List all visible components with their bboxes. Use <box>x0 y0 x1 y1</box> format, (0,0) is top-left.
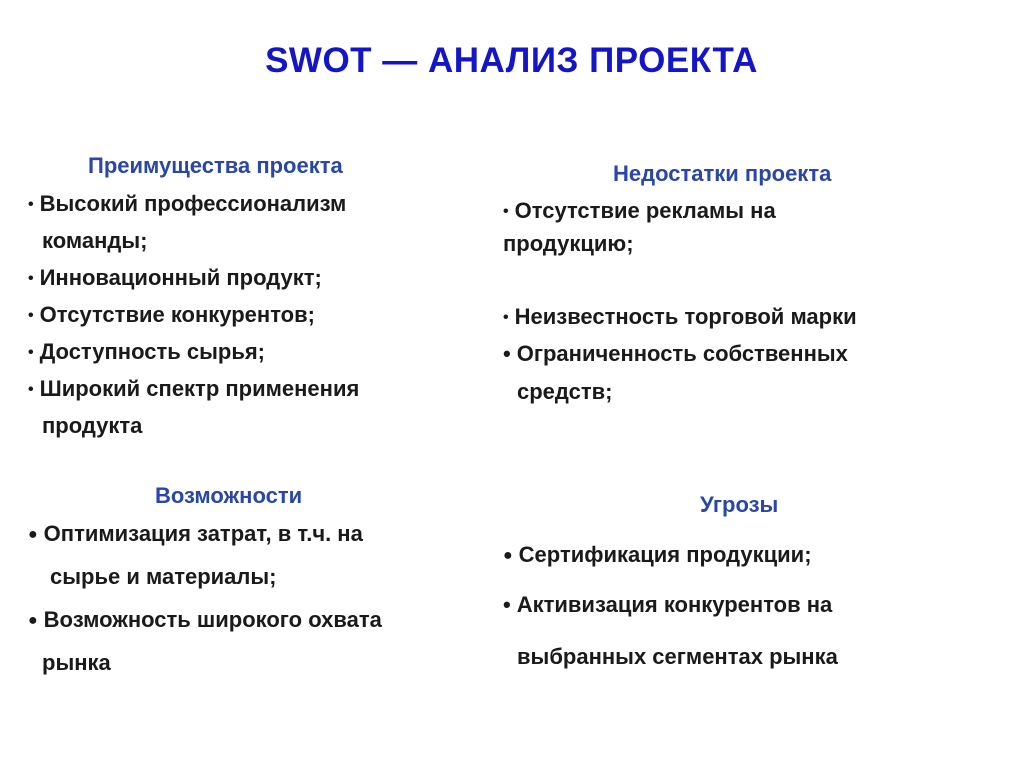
bullet-icon: • <box>503 203 509 220</box>
bullet-icon: • <box>28 344 34 361</box>
bullet-icon: • <box>28 381 34 398</box>
strengths-heading: Преимущества проекта <box>88 153 343 178</box>
strength-item-5: • Широкий спектр применения <box>28 371 359 408</box>
bullet-icon: • <box>28 270 34 287</box>
bullet-icon: • <box>503 341 511 366</box>
opportunity-item-1-cont: сырье и материалы; <box>50 564 277 589</box>
strength-item-4: • Доступность сырья; <box>28 334 265 371</box>
bullet-icon: ● <box>28 612 38 629</box>
threats-heading: Угрозы <box>700 492 779 517</box>
bullet-icon: • <box>503 309 509 326</box>
bullet-icon: • <box>28 196 34 213</box>
page-title: SWOT — АНАЛИЗ ПРОЕКТА <box>265 41 758 80</box>
opportunities-heading: Возможности <box>155 483 303 508</box>
threat-item-2-cont: выбранных сегментах рынка <box>517 644 838 669</box>
strength-item-2: • Инновационный продукт; <box>28 260 322 297</box>
opportunity-item-2: ● Возможность широкого охвата <box>28 602 382 639</box>
strength-item-1: • Высокий профессионализм <box>28 186 346 223</box>
weakness-item-1-cont: продукцию; <box>503 231 634 256</box>
bullet-icon: • <box>503 592 511 617</box>
strength-item-1-cont: команды; <box>42 228 148 253</box>
weakness-item-1: • Отсутствие рекламы на <box>503 193 776 230</box>
threat-item-2: • Активизация конкурентов на <box>503 587 832 623</box>
weakness-item-3-cont: средств; <box>517 379 613 404</box>
weaknesses-heading: Недостатки проекта <box>613 161 832 186</box>
opportunity-item-2-cont: рынка <box>42 650 111 675</box>
bullet-icon: ● <box>503 547 513 564</box>
opportunity-item-1: ● Оптимизация затрат, в т.ч. на <box>28 516 363 553</box>
threat-item-1: ● Сертификация продукции; <box>503 537 812 574</box>
strength-item-5-cont: продукта <box>42 413 143 438</box>
bullet-icon: ● <box>28 526 38 543</box>
strength-item-3: • Отсутствие конкурентов; <box>28 297 315 334</box>
bullet-icon: • <box>28 307 34 324</box>
weakness-item-3: • Ограниченность собственных <box>503 336 848 372</box>
weakness-item-2: • Неизвестность торговой марки <box>503 299 857 336</box>
